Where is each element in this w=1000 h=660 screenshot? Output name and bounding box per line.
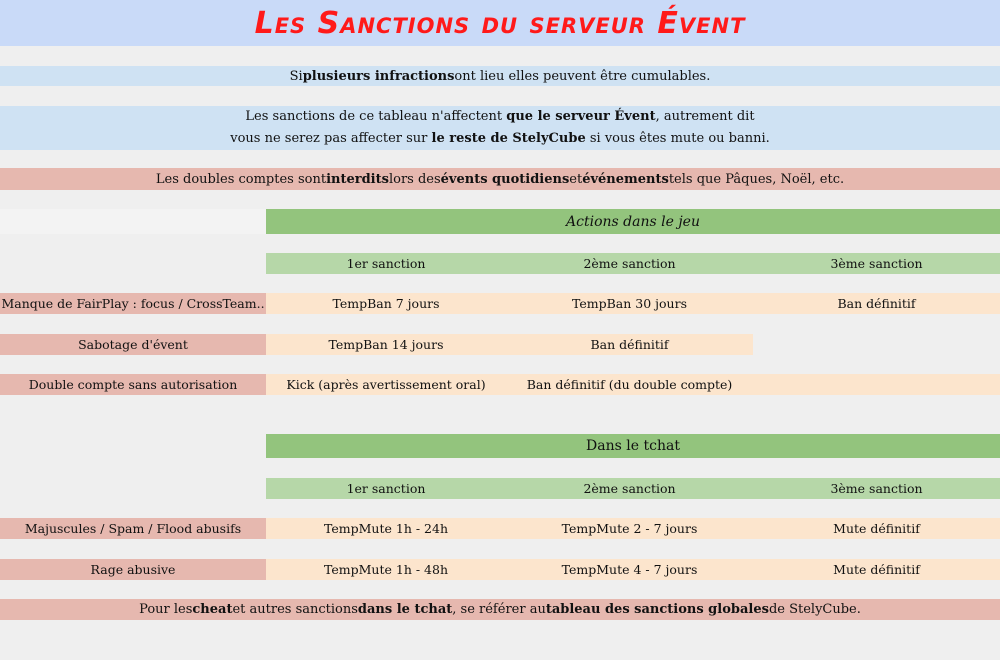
game-row-s2: Ban définitif (506, 334, 753, 355)
scope-line-2: vous ne serez pas affecter sur le reste de StelyCube si vous êtes mute ou banni. (230, 131, 770, 146)
footer-note: Pour les cheat et autres sanctions dans le tchat , se référer au tableau des sanctions globales de StelyCube. (0, 599, 1000, 620)
game-row-label: Sabotage d'évent (0, 334, 266, 355)
chat-col-2: 2ème sanction (506, 478, 753, 499)
chat-row-s2: TempMute 4 - 7 jours (506, 559, 753, 580)
chat-section-header: Dans le tchat (266, 434, 1000, 458)
chat-row-s3: Mute définitif (753, 518, 1000, 539)
scope-note (0, 106, 1000, 150)
chat-row-s1: TempMute 1h - 24h (266, 518, 506, 539)
chat-row-label: Rage abusive (0, 559, 266, 580)
chat-row-s2: TempMute 2 - 7 jours (506, 518, 753, 539)
game-section-header: Actions dans le jeu (266, 209, 1000, 234)
page-title: Les Sanctions du serveur Évent (0, 0, 1000, 46)
chat-col-1: 1er sanction (266, 478, 506, 499)
game-col-1: 1er sanction (266, 253, 506, 274)
game-row-label: Double compte sans autorisation (0, 374, 266, 395)
game-row-s1: Kick (après avertissement oral) (266, 374, 506, 395)
chat-row-s3: Mute définitif (753, 559, 1000, 580)
game-row-s1: TempBan 14 jours (266, 334, 506, 355)
note-bold: plusieurs infractions (302, 68, 455, 84)
note-text: Si (289, 68, 303, 84)
game-row-s1: TempBan 7 jours (266, 293, 506, 314)
blank-cell (0, 209, 266, 234)
chat-col-3: 3ème sanction (753, 478, 1000, 499)
game-row-s2: Ban définitif (du double compte) (506, 374, 753, 395)
chat-row-label: Majuscules / Spam / Flood abusifs (0, 518, 266, 539)
game-col-3: 3ème sanction (753, 253, 1000, 274)
note-text: ont lieu elles peuvent être cumulables. (454, 68, 711, 84)
scope-line-1: Les sanctions de ce tableau n'affectent que le serveur Évent, autrement dit (245, 109, 755, 124)
chat-row-s1: TempMute 1h - 48h (266, 559, 506, 580)
double-account-note: Les doubles comptes sont interdits lors des évents quotidiens et événements tels que Pâques, Noël, etc. (0, 168, 1000, 190)
game-row-s3 (753, 374, 1000, 395)
cumul-note (0, 66, 1000, 86)
game-row-label: Manque de FairPlay : focus / CrossTeam.. (0, 293, 266, 314)
game-col-2: 2ème sanction (506, 253, 753, 274)
game-row-s3: Ban définitif (753, 293, 1000, 314)
game-row-s2: TempBan 30 jours (506, 293, 753, 314)
